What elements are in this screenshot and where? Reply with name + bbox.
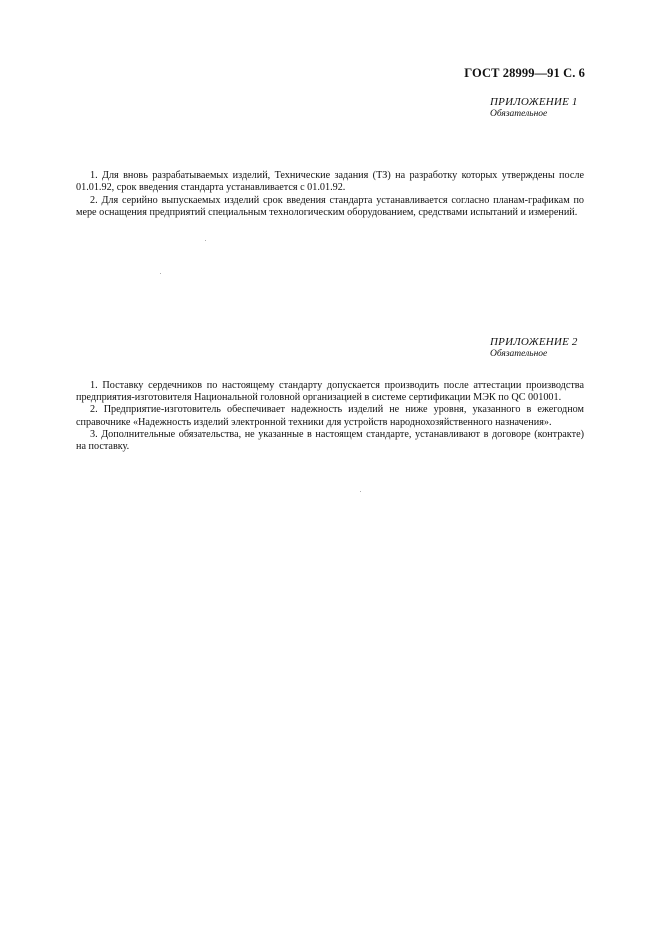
appendix-1-paragraph-1: 1. Для вновь разрабатываемых изделий, Технические задания (ТЗ) на разработку которых утверждены после 01.01.92, срок введения стандарта устанавливается с 01.01.92. xyxy=(76,170,584,194)
appendix-2-title: ПРИЛОЖЕНИЕ 2 xyxy=(490,336,578,348)
appendix-2-paragraph-2: 2. Предприятие-изготовитель обеспечивает надежность изделий не ниже уровня, указанного в ежегодном справочнике «Надежность изделий электронной техники для устройств народнохозяйственного назначения». xyxy=(76,404,584,428)
appendix-1-body xyxy=(76,158,584,219)
scan-speck xyxy=(205,240,206,241)
appendix-2-heading xyxy=(490,336,578,360)
appendix-1-heading xyxy=(490,96,578,120)
appendix-2-body xyxy=(76,380,584,453)
appendix-1-paragraph-2: 2. Для серийно выпускаемых изделий срок введения стандарта устанавливается согласно планам-графикам по мере оснащения предприятий специальным технологическим оборудованием, средствами испытаний и измерений. xyxy=(76,194,584,218)
page-header: ГОСТ 28999—91 С. 6 xyxy=(464,66,585,80)
appendix-2-paragraph-1: 1. Поставку сердечников по настоящему стандарту допускается производить после аттестации производства предприятия-изготовителя Национальной головной организацией в системе сертификации МЭК по QC 001001. xyxy=(76,380,584,404)
appendix-1-subtitle: Обязательное xyxy=(490,109,548,119)
appendix-2-paragraph-3: 3. Дополнительные обязательства, не указанные в настоящем стандарте, устанавливают в договоре (контракте) на поставку. xyxy=(76,428,584,453)
scan-speck xyxy=(360,491,361,492)
appendix-2-subtitle: Обязательное xyxy=(490,349,548,359)
scan-speck xyxy=(160,273,161,274)
appendix-1-title: ПРИЛОЖЕНИЕ 1 xyxy=(490,96,578,108)
